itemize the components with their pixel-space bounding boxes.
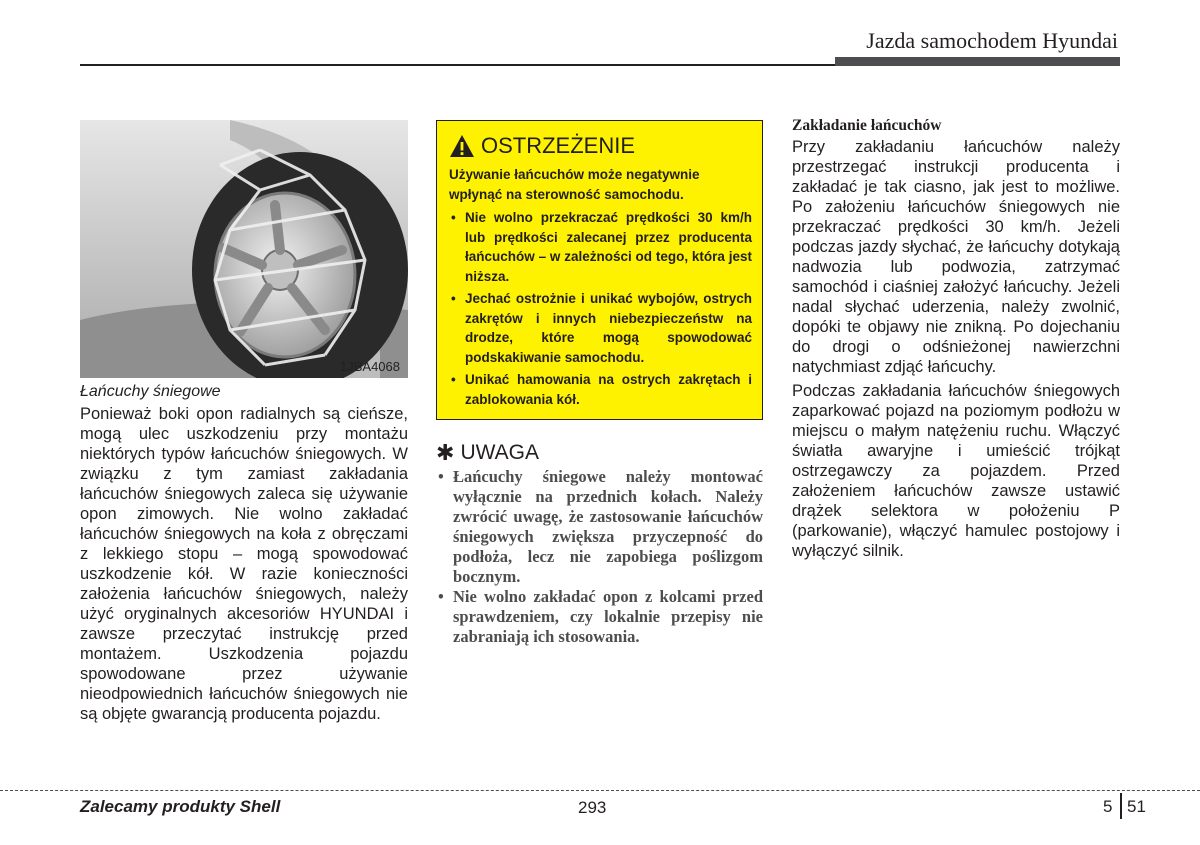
warning-header bbox=[449, 133, 752, 159]
warning-triangle-icon bbox=[449, 134, 475, 158]
header-bar bbox=[835, 57, 1120, 66]
note-item: • Nie wolno zakładać opon z kolcami przed sprawdzeniem, czy lokalnie przepisy nie zabraniają ich stosowania. bbox=[436, 587, 763, 647]
left-paragraph: Ponieważ boki opon radialnych są cieńsze, mogą ulec uszkodzeniu przy montażu niektórych typów łańcuchów śniegowych. W związku z tym zamiast zakładania łańcuchów śniegowych zaleca się używanie opon zimowych. Nie wolno zakładać łańcuchów śniegowych na koła z obręczami z lekkiego stopu – mogą spowodować uszkodzenie kół. W razie konieczności założenia łańcuchów śniegowych, należy użyć oryginalnych akcesoriów HYUNDAI i zawsze przeczytać instrukcję przed montażem. Uszkodzenia pojazdu spowodowane przez używanie nieodpowiednich łańcuchów śniegowych nie są objęte gwarancją producenta pojazdu. bbox=[80, 405, 408, 723]
footer-page-number: 51 bbox=[1127, 797, 1146, 816]
figure-caption: Łańcuchy śniegowe bbox=[80, 383, 221, 400]
page-header-title: Jazda samochodem Hyundai bbox=[866, 28, 1118, 53]
warning-box bbox=[436, 120, 763, 420]
right-paragraph: Podczas zakładania łańcuchów śniegowych zaparkować pojazd na poziomym podłożu w miejscu o małym natężeniu ruchu. Włączyć światła awaryjne i umieścić trójkąt ostrzegawczy za pojazdem. Przed założeniem łańcuchów zawsze ustawić drążek selektora w położeniu P (parkowanie), włączyć hamulec postojowy i wyłączyć silnik. bbox=[792, 382, 1120, 560]
footer-rule bbox=[0, 790, 1200, 791]
footer-divider bbox=[1120, 793, 1122, 819]
right-paragraph: Przy zakładaniu łańcuchów należy przestrzegać instrukcji producenta i zakładać je tak ciasno, jak jest to możliwe. Po założeniu łańcuchów śniegowych nie przekraczać prędkości 30 km/h. Jeżeli podczas jazdy słychać, że łańcuchy dotykają nadwozia lub podwozia, zatrzymać samochód i ciaśniej założyć łańcuchy. Jeżeli nadal słychać uderzenia, należy zwolnić, dopóki te objawy nie znikną. Po dojechaniu do drogi o odśnieżonej nawierzchni natychmiast zdjąć łańcuchy. bbox=[792, 138, 1120, 376]
note-star-icon: ✱ bbox=[436, 440, 455, 465]
warning-item: • Jechać ostrożnie i unikać wybojów, ostrych zakrętów i innych niebezpieczeństw na drodze, które mogą spowodować podskakiwanie samochodu. bbox=[449, 289, 752, 367]
footer-chapter: 5 bbox=[1103, 797, 1113, 816]
right-column-text bbox=[792, 137, 1120, 565]
section-heading: Zakładanie łańcuchów bbox=[792, 117, 942, 134]
warning-intro: Używanie łańcuchów może negatywnie wpłynąć na sterowność samochodu. bbox=[449, 167, 700, 202]
note-list bbox=[436, 467, 763, 647]
warning-list bbox=[449, 208, 752, 409]
note-title: UWAGA bbox=[460, 441, 539, 464]
figure-code: 1JBA4068 bbox=[340, 359, 400, 374]
note-item: • Łańcuchy śniegowe należy montować wyłącznie na przednich kołach. Należy zwrócić uwagę, że zastosowanie łańcuchów śniegowych zwiększa przyczepność do podłoża, lecz nie zapobiega poślizgom bocznym. bbox=[436, 467, 763, 587]
warning-item: • Nie wolno przekraczać prędkości 30 km/h lub prędkości zalecanej przez producenta łańcuchów – w zależności od tego, która jest niższa. bbox=[449, 208, 752, 286]
snow-chain-figure bbox=[80, 120, 408, 378]
footer-brand: Zalecamy produkty Shell bbox=[80, 797, 281, 816]
warning-title: OSTRZEŻENIE bbox=[481, 133, 636, 158]
footer-center-number: 293 bbox=[578, 798, 607, 817]
note-header bbox=[436, 440, 539, 466]
tire-with-chain-illustration bbox=[80, 120, 408, 378]
warning-item: • Unikać hamowania na ostrych zakrętach i zablokowania kół. bbox=[449, 370, 752, 409]
